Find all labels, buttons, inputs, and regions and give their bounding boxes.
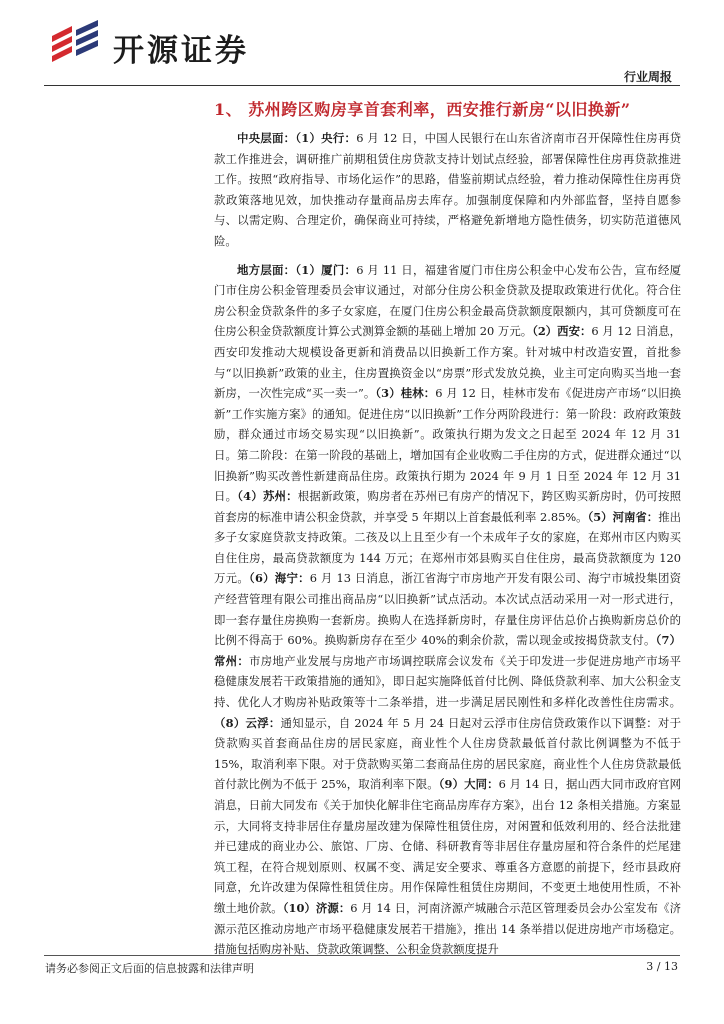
local-policy-paragraph xyxy=(214,260,681,960)
pboc-label: （1）央行： xyxy=(295,131,357,145)
central-label: 中央层面： xyxy=(237,131,296,145)
suzhou-label: （4）苏州： xyxy=(237,489,298,504)
footer-disclaimer: 请务必参阅正文后面的信息披露和法律声明 xyxy=(45,962,254,975)
xian-label: （2）西安： xyxy=(532,324,592,339)
brand-mark-icon xyxy=(46,14,108,70)
jiyuan-text: 6 月 14 日，河南济源产城融合示范区管理委员会办公室发布《济源示范区推动房地产市场平稳健康发展若干措施》，推出 14 条举措以促进房地产市场稳定。措施包括购房补贴、贷款政策调整、公积金贷款额度提升 xyxy=(214,900,681,957)
xiamen-label: （1）厦门： xyxy=(295,262,357,277)
jiyuan-label: （10）济源： xyxy=(282,900,351,915)
haining-label: （6）海宁： xyxy=(248,571,310,586)
suzhou-text: 根据新政策，购房者在苏州已有房产的情况下，跨区购买新房时，仍可按照首套房的标准申请公积金贷款，并享受 5 年期以上首套最低利率 2.85%。 xyxy=(214,489,681,524)
xian-text: 6 月 12 日消息，西安印发推动大规模设备更新和消费品以旧换新工作方案。针对城中村改造安置，首批参与“以旧换新”政策的业主，住房置换资金以“房票”形式发放兑换，业主可定向购买当地一套新房，一次性完成“买一卖一”。 xyxy=(214,324,681,401)
page-number: 3 / 13 xyxy=(646,960,678,973)
guilin-text: 6 月 12 日，桂林市发布《促进房产市场“以旧换新”工作实施方案》的通知。促进住房“以旧换新”工作分两阶段进行：第一阶段：政府政策鼓励，群众通过市场交易实现“以旧换新”。政策执行期为发文之日起至 2024 年 12 月 31 日。第二阶段：在第一阶段的基础上，增加国有企业收购二手住房的方式，促进群众通过“以旧换新”购买改善性新建商品住房。政策执行期为 2024 年 9 月 1 日至 2024 年 12 月 31 日。 xyxy=(214,386,681,504)
main-content xyxy=(214,128,681,968)
brand-name: 开源证券 xyxy=(113,33,249,69)
footer-divider xyxy=(44,955,680,956)
haining-text: 6 月 13 日消息，浙江省海宁市房地产开发有限公司、海宁市城投集团资产经营管理有限公司推出商品房“以旧换新”试点活动。本次试点活动采用一对一形式进行，即一套存量住房换购一套新房。换购人在选择新房时，存量住房评估总价占换购新房总价的比例不得高于 60%。换购新房存在至少 40%的剩余价款，需以现金或按揭贷款支付。 xyxy=(214,571,681,648)
henan-text: 推出多子女家庭贷款支持政策。二孩及以上且至少有一个未成年子女的家庭，在郑州市区内购买自住住房，最高贷款额度为 144 万元；在郑州市郊县购买自住住房，最高贷款额度为 120 万元。 xyxy=(214,509,681,586)
local-label: 地方层面： xyxy=(237,262,296,277)
brand-logo xyxy=(46,14,276,70)
xiamen-text: 6 月 11 日，福建省厦门市住房公积金中心发布公告，宣布经厦门市住房公积金管理委员会审议通过，对部分住房公积金贷款及提取政策进行优化。符合住房公积金贷款条件的多子女家庭，在厦门住房公积金最高贷款额度限额内，其可贷额度可在住房公积金贷款额度计算公式测算金额的基础上增加 20 万元。 xyxy=(214,262,681,339)
central-policy-paragraph xyxy=(214,128,681,252)
guilin-label: （3）桂林： xyxy=(375,386,436,401)
yunfu-text: 通知显示，自 2024 年 5 月 24 日起对云浮市住房信贷政策作以下调整：对于贷款购买首套商品住房的居民家庭，商业性个人住房贷款最低首付款比例调整为不低于 15%，取消利率下限。对于贷款购买第二套商品住房的居民家庭，商业性个人住房贷款最低首付款比例为不低于 25%，取消利率下限。 xyxy=(214,715,681,792)
pboc-text: 6 月 12 日，中国人民银行在山东省济南市召开保障性住房再贷款工作推进会，调研推广前期租赁住房贷款支持计划试点经验，部署保障性住房再贷款推进工作。按照“政府指导、市场化运作”的思路，借鉴前期试点经验，着力推动保障性住房再贷款政策落地见效，加快推动存量商品房去库存。加强制度保障和内外部监督，坚持自愿参与、以需定购、合理定价，确保商业可持续，严格避免新增地方隐性债务，切实防范道德风险。 xyxy=(214,131,681,248)
yunfu-label: （8）云浮： xyxy=(214,715,281,730)
report-type-label: 行业周报 xyxy=(623,70,672,84)
changzhou-label: （7）常州： xyxy=(214,633,681,668)
section-title: 1、 苏州跨区购房享首套利率，西安推行新房“以旧换新” xyxy=(214,100,631,119)
header-divider xyxy=(44,85,680,86)
datong-text: 6 月 14 日，据山西大同市政府官网消息，日前大同发布《关于加快化解非住宅商品房库存方案》，出台 12 条相关措施。方案显示，大同将支持非居住存量房屋改建为保障性租赁住房，对闲置和低效利用的、经合法批建并已建成的商业办公、旅馆、厂房、仓储、科研教育等非居住存量房屋和符合条件的烂尾建筑工程，在符合规划原则、权属不变、满足安全要求、尊重各方意愿的前提下，经市县政府同意，允许改建为保障性租赁住房。用作保障性租赁住房期间，不变更土地使用性质，不补缴土地价款。 xyxy=(214,777,681,915)
changzhou-text: 市房地产业发展与房地产市场调控联席会议发布《关于印发进一步促进房地产市场平稳健康发展若干政策措施的通知》，即日起实施降低首付比例、降低贷款利率、加大公积金支持、优化人才购房补贴政策等十二条举措，进一步满足居民刚性和多样化改善性住房需求。 xyxy=(214,653,681,710)
datong-label: （9）大同： xyxy=(438,777,499,792)
henan-label: （5）河南省： xyxy=(587,509,659,524)
